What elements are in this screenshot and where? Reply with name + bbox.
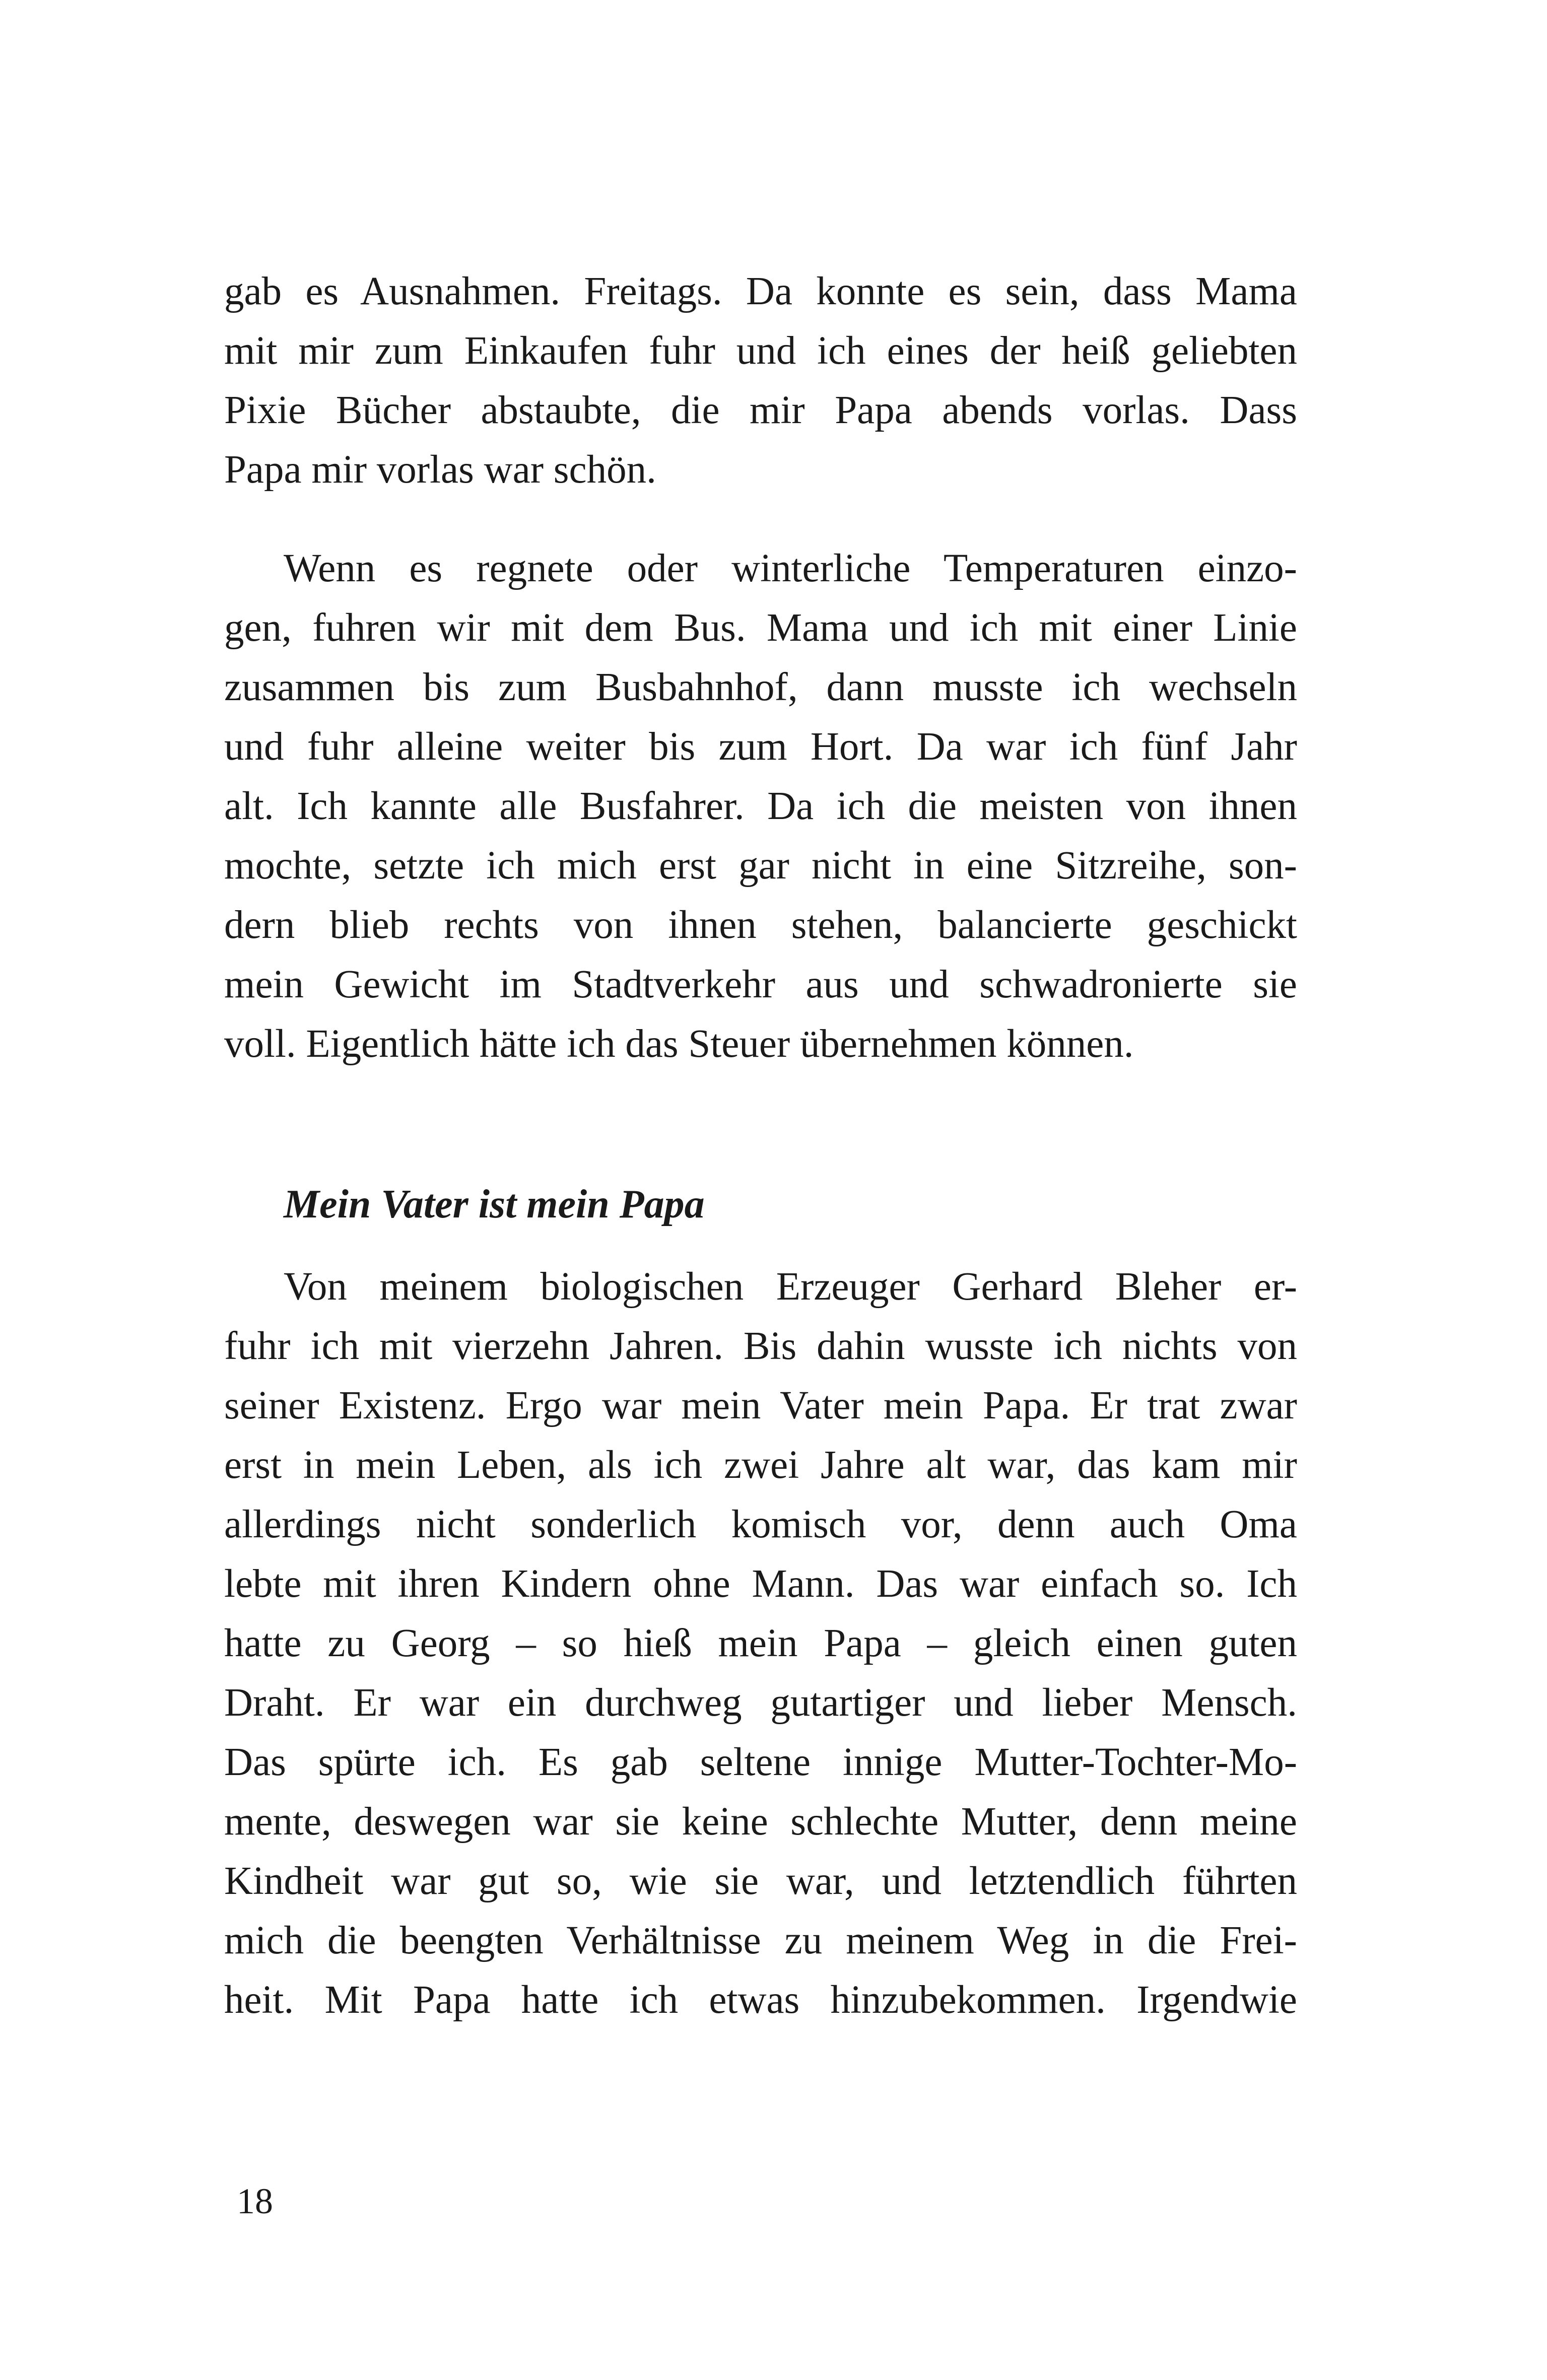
text-line: Pixie Bücher abstaubte, die mir Papa abends vorlas. Dass [224, 388, 1297, 432]
paragraph-gap [224, 500, 1297, 539]
text-line: voll. Eigentlich hätte ich das Steuer übernehmen können. [224, 1022, 1134, 1066]
text-line: fuhr ich mit vierzehn Jahren. Bis dahin wusste ich nichts von [224, 1324, 1297, 1368]
text-line: Kindheit war gut so, wie sie war, und letztendlich führten [224, 1859, 1297, 1903]
text-line: Das spürte ich. Es gab seltene innige Mutter-Tochter-Mo- [224, 1740, 1297, 1784]
text-line: gab es Ausnahmen. Freitags. Da konnte es sein, dass Mama [224, 269, 1297, 313]
text-line: hatte zu Georg – so hieß mein Papa – gleich einen guten [224, 1621, 1297, 1665]
text-line: mit mir zum Einkaufen fuhr und ich eines der heiß geliebten [224, 329, 1297, 373]
section-gap [224, 1074, 1297, 1175]
paragraph-2 [224, 539, 1297, 1074]
text-line: mente, deswegen war sie keine schlechte Mutter, denn meine [224, 1800, 1297, 1844]
text-line: Von meinem biologischen Erzeuger Gerhard Bleher er- [284, 1265, 1297, 1309]
text-line: Wenn es regnete oder winterliche Temperaturen einzo- [284, 547, 1297, 590]
paragraph-1 [224, 262, 1297, 500]
text-line: zusammen bis zum Busbahnhof, dann musste ich wechseln [224, 665, 1297, 709]
text-line: dern blieb rechts von ihnen stehen, balancierte geschickt [224, 903, 1297, 947]
page-number: 18 [237, 2181, 273, 2221]
text-line: erst in mein Leben, als ich zwei Jahre alt war, das kam mir [224, 1443, 1297, 1487]
body-text [224, 262, 1297, 2030]
text-line: allerdings nicht sonderlich komisch vor, denn auch Oma [224, 1503, 1297, 1546]
text-line: mochte, setzte ich mich erst gar nicht in eine Sitzreihe, son- [224, 844, 1297, 888]
text-line: Draht. Er war ein durchweg gutartiger und lieber Mensch. [224, 1681, 1297, 1725]
text-line: alt. Ich kannte alle Busfahrer. Da ich die meisten von ihnen [224, 784, 1297, 828]
text-line: seiner Existenz. Ergo war mein Vater mein Papa. Er trat zwar [224, 1384, 1297, 1427]
text-line: gen, fuhren wir mit dem Bus. Mama und ich mit einer Linie [224, 606, 1297, 650]
section-heading: Mein Vater ist mein Papa [284, 1182, 705, 1227]
text-line: Papa mir vorlas war schön. [224, 448, 656, 492]
text-line: mich die beengten Verhältnisse zu meinem Weg in die Frei- [224, 1919, 1297, 1962]
text-line: lebte mit ihren Kindern ohne Mann. Das war einfach so. Ich [224, 1562, 1297, 1606]
text-line: heit. Mit Papa hatte ich etwas hinzubekommen. Irgendwie [224, 1978, 1297, 2022]
text-line: und fuhr alleine weiter bis zum Hort. Da war ich fünf Jahr [224, 725, 1297, 769]
text-line: mein Gewicht im Stadtverkehr aus und schwadronierte sie [224, 963, 1297, 1006]
paragraph-3 [224, 1257, 1297, 2030]
